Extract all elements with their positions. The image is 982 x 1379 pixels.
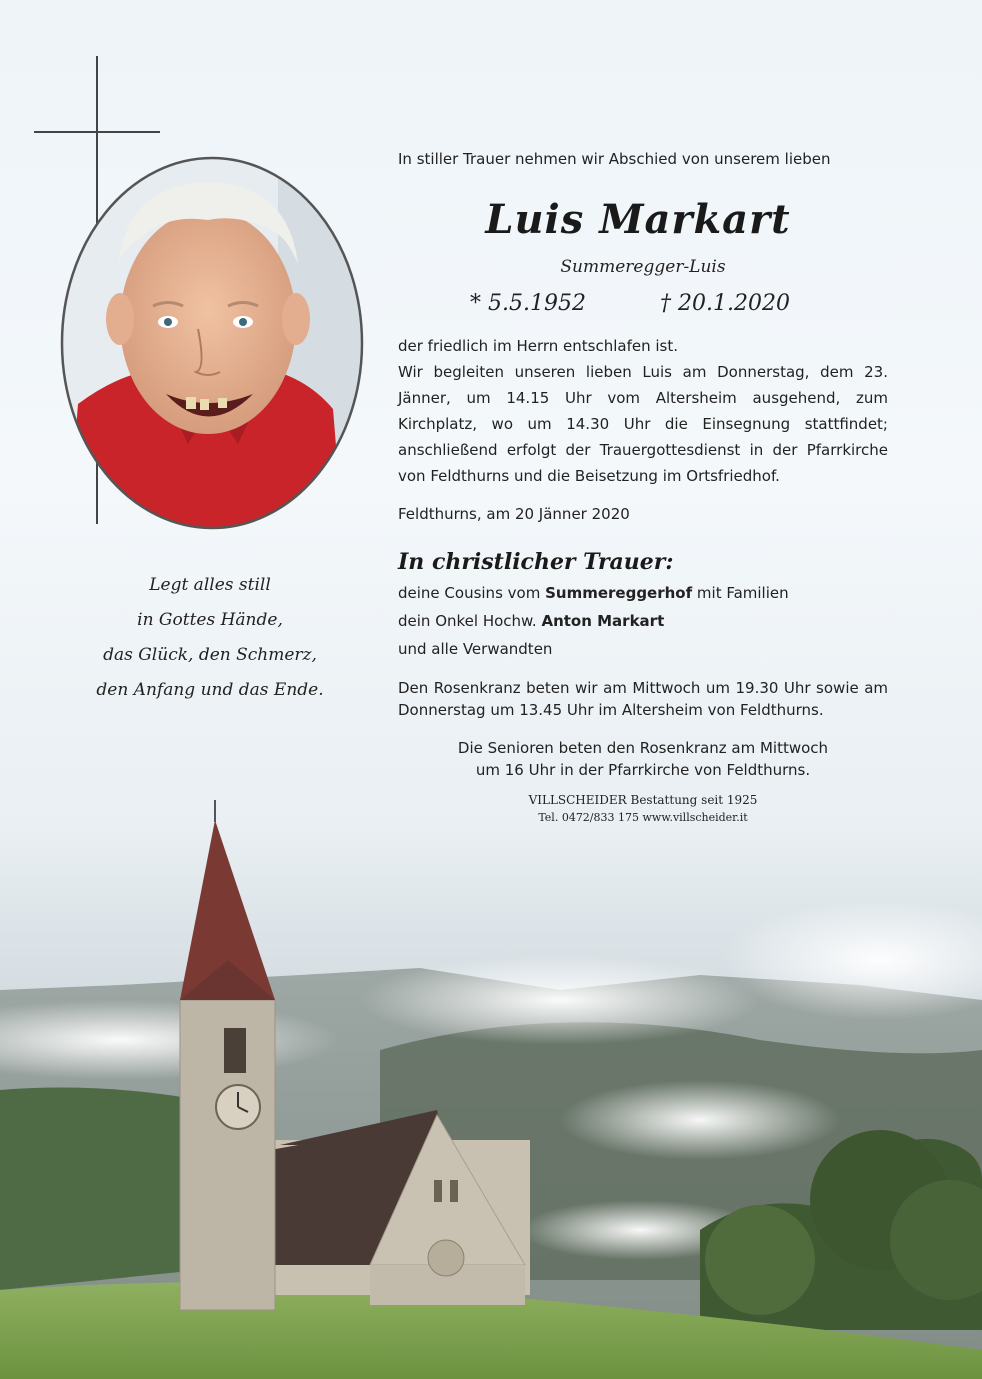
mourners-list xyxy=(398,579,888,663)
verse-line: Legt alles still xyxy=(149,575,271,595)
seniors-notice xyxy=(398,737,888,781)
life-dates xyxy=(398,291,888,319)
funeral-home-name: VILLSCHEIDER Bestattung seit 1925 xyxy=(528,793,758,807)
mourner-line xyxy=(398,579,888,607)
body-paragraph: Wir begleiten unseren lieben Luis am Donnerstag, dem 23. Jänner, um 14.15 Uhr vom Altersheim ausgehend, zum Kirchplatz, wo um 14.30 Uhr die Einsegnung stattfindet; anschließend erfolgt der Trauergottesdienst in der Pfarrkirche von Feldthurns und die Beisetzung im Ortsfriedhof. xyxy=(398,363,888,485)
funeral-home xyxy=(398,793,888,824)
memorial-verse xyxy=(60,568,360,708)
mourner-bold: Anton Markart xyxy=(541,612,665,630)
verse-line: in Gottes Hände, xyxy=(137,610,283,630)
seniors-line: um 16 Uhr in der Pfarrkirche von Feldthurns. xyxy=(475,761,811,779)
mourner-line xyxy=(398,607,888,635)
birth-date: * 5.5.1952 xyxy=(470,291,586,316)
mourning-title: In christlicher Trauer: xyxy=(398,549,674,575)
portrait-photo xyxy=(58,154,366,532)
verse-line: den Anfang und das Ende. xyxy=(96,680,324,700)
mourner-text: deine Cousins vom xyxy=(398,584,546,602)
place-date: Feldthurns, am 20 Jänner 2020 xyxy=(398,505,630,523)
funeral-details xyxy=(398,333,888,489)
verse-line: das Glück, den Schmerz, xyxy=(103,645,317,665)
death-date: † 20.1.2020 xyxy=(660,291,790,316)
rosary-notice: Den Rosenkranz beten wir am Mittwoch um 19.30 Uhr sowie am Donnerstag um 13.45 Uhr im Altersheim von Feldthurns. xyxy=(398,679,888,719)
intro-line: In stiller Trauer nehmen wir Abschied von unserem lieben xyxy=(398,150,831,168)
nickname: Summeregger-Luis xyxy=(560,257,726,277)
mourner-bold: Summereggerhof xyxy=(545,584,693,602)
obituary-text xyxy=(398,148,888,824)
mourner-text: mit Familien xyxy=(692,584,789,602)
mourner-text: dein Onkel Hochw. xyxy=(398,612,542,630)
deceased-name: Luis Markart xyxy=(485,196,791,243)
cross-horizontal xyxy=(34,131,160,133)
funeral-home-contact: Tel. 0472/833 175 www.villscheider.it xyxy=(538,811,748,824)
body-paragraph: der friedlich im Herrn entschlafen ist. xyxy=(398,337,679,355)
mourner-line: und alle Verwandten xyxy=(398,640,553,658)
seniors-line: Die Senioren beten den Rosenkranz am Mittwoch xyxy=(457,739,829,757)
